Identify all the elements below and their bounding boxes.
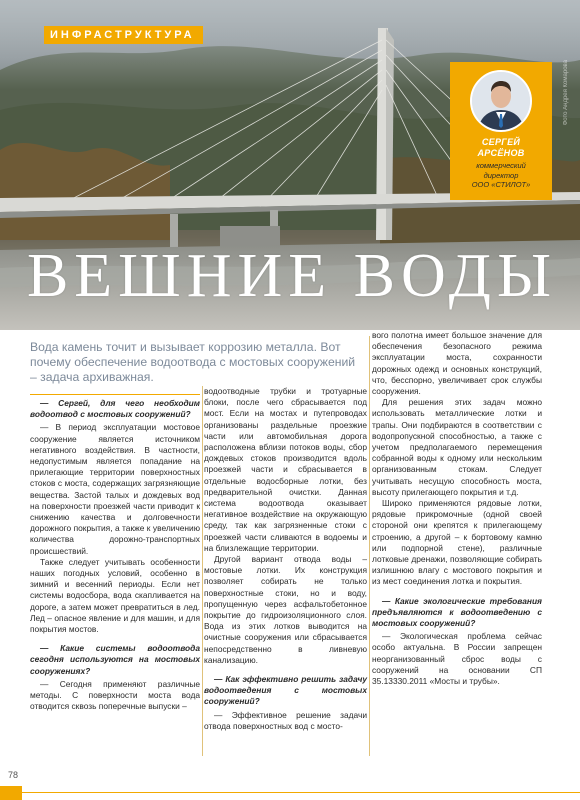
interview-question: — Как эффективно решить задачу водоотведения с мостовых сооружений? <box>204 674 367 707</box>
paragraph: Также следует учитывать особенности наших погодных условий, особенно в зимний и весенний периоды. Если нет системы водосбора, вода скапливается на дороге, а затем может превратиться в лед. Лед – опасное явление и для машин, и для покрытия мостов. <box>30 556 200 635</box>
article-column-3 <box>372 330 542 687</box>
avatar <box>470 70 532 132</box>
paragraph: — Эффективное решение задачи отвода поверхностных вод с мосто- <box>204 709 367 731</box>
headline: ВЕШНИЕ ВОДЫ <box>26 242 558 310</box>
column-separator <box>202 386 203 756</box>
profile-name-first: СЕРГЕЙ <box>481 137 521 147</box>
photo-credit: Фото Андрея Комарова <box>563 60 569 126</box>
footer-bar <box>0 786 580 800</box>
paragraph: Другой вариант отвода воды – мостовые лотки. Их конструкция позволяет собирать не только поверхностные стоки, но и воду, пропущенную через асфальтобетонное покрытие до гидроизоляционного слоя. Вода из этих лотков выводится на очистные сооружения или сбрасывается непосредственно в ливневую канализацию. <box>204 554 367 665</box>
author-profile-card <box>450 62 552 200</box>
paragraph: Широко применяются рядовые лотки, рядовые прикромочные (одной своей стороной они крепятся к прилегающему строению, а другой – к бортовому камню или подпорной стене), различные лотковые дренажи, позволяющие собирать излишнюю влагу с мостового покрытия и из мест соединения лотка и покрытия. <box>372 498 542 587</box>
person-portrait-icon <box>472 72 530 130</box>
article-column-2 <box>204 386 367 732</box>
interview-question: — Какие системы водоотвода сегодня используются на мостовых сооружениях? <box>30 643 200 676</box>
interview-question: — Сергей, для чего необходим водоотвод с мостовых сооружений? <box>30 398 200 420</box>
paragraph: водоотводные трубки и тротуарные блоки, после чего сбрасывается под мост. Если на мостах и путепроводах организованы раздельные проезжие части или автомобильная дорога расположена вблизи потоков воды, сбор дождевых стоков производится вдоль проезжей части и сбрасывается в отдельные водосборные лотки, без предварительной очистки. Данная система водоотвода оказывает негативное воздействие на окружающую среду, так как загрязненные стоки с проезжей части сливаются в водоемы и на близлежащие территории. <box>204 386 367 553</box>
lead-paragraph: Вода камень точит и вызывает коррозию металла. Вот почему обеспечение водоотвода с мостовых сооружений – задача архиважная. <box>30 340 356 384</box>
section-tag: ИНФРАСТРУКТУРА <box>44 26 203 44</box>
divider-rule <box>30 394 200 395</box>
paragraph: — Экологическая проблема сейчас особо актуальна. В России запрещен неорганизованный сброс воды с сооружений на основании СП 35.13330.2011 «Мосты и трубы». <box>372 631 542 687</box>
footer-accent-line <box>22 792 580 793</box>
paragraph: — Сегодня применяют различные методы. С поверхности моста вода отводится сквозь поперечные выпуски – <box>30 678 200 712</box>
paragraph: Для решения этих задач можно использовать металлические лотки и трапы. Они подбираются в соответствии с водопропускной способностью, а также с учетом предполагаемого перемещения собранной воды к одному или нескольким организованным стокам. Следует учитывать несущую способность моста, высоту прилегающего покрытия и т.д. <box>372 397 542 497</box>
paragraph: — В период эксплуатации мостовое сооружение является источником негативного воздействия. В частности, недопустимым является попадание на прилегающие территории поверхностных стоков с моста, содержащих загрязняющие вещества. Застой талых и дождевых вод на поверхности проезжей части приводит к снижению качества и долговечности дорожного покрытия, а также к увеличению количества дорожно-транспортных происшествий. <box>30 422 200 556</box>
footer-accent-block <box>0 786 22 800</box>
interview-question: — Какие экологические требования предъявляются к водоотведению с мостовых сооружений? <box>372 595 542 629</box>
profile-name-last: АРСЁНОВ <box>477 148 525 158</box>
profile-role-line3: ООО «СТИЛОТ» <box>471 180 531 189</box>
column-separator <box>369 336 370 756</box>
profile-role-line1: коммерческий <box>476 161 526 170</box>
profile-name <box>450 137 552 159</box>
paragraph: вого полотна имеет большое значение для обеспечения безопасного режима эксплуатации моста, сохранности дорожных одежд и основных конструкций, что, бесспорно, увеличивает срок службы сооружения. <box>372 330 542 397</box>
profile-role <box>450 161 552 190</box>
article-column-1 <box>30 398 200 712</box>
page-number: 78 <box>8 770 19 780</box>
profile-role-line2: директор <box>483 170 519 180</box>
